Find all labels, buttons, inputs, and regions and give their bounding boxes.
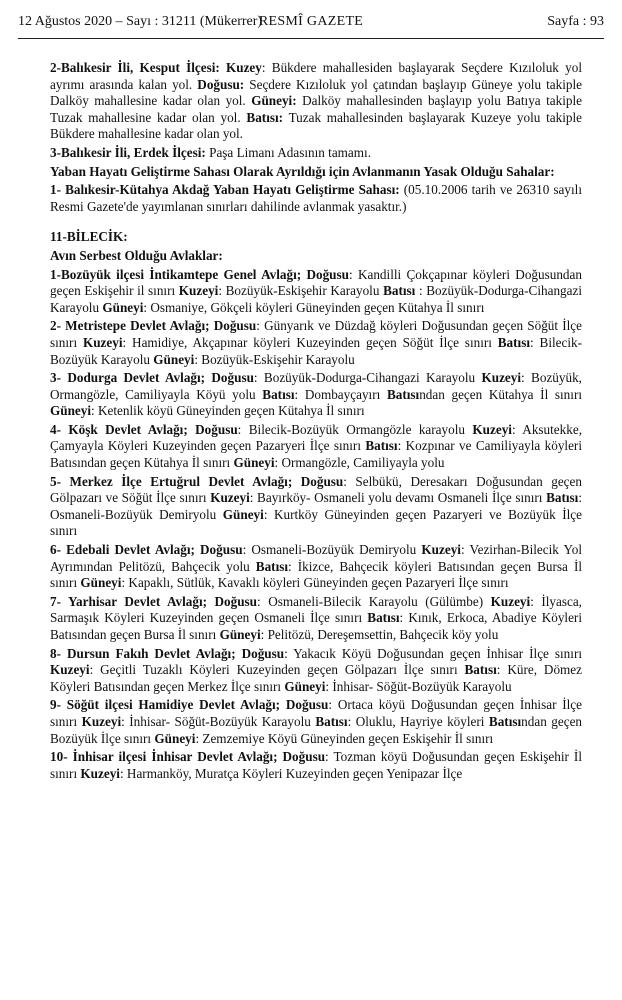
text-run: : Osmaneli-Bilecik Karayolu (Gülümbe) — [257, 593, 491, 609]
text-run: : Harmanköy, Muratça Köyleri Kuzeyinden geçen Yenipazar İlçe — [119, 765, 463, 781]
text-run: : Hamidiye, Akçapınar köyleri Kuzeyinden geçen Söğüt İlçe sınırı — [122, 334, 498, 350]
paragraph — [50, 182, 582, 215]
bold-run: 2- Metristepe Devlet Avlağı; Doğusu — [50, 318, 257, 334]
bold-run: 5- Merkez İlçe Ertuğrul Devlet Avlağı; Doğusu — [50, 473, 344, 489]
bold-run: 3- Dodurga Devlet Avlağı; Doğusu — [50, 370, 254, 386]
bold-run: Avın Serbest Olduğu Avlaklar: — [50, 247, 223, 263]
text-run: : Geçitli Tuzaklı Köyleri Kuzeyinden geçen Gölpazarı İlçe sınırı — [89, 662, 465, 678]
text-run: : Osmaniye, Gökçeli köyleri Güneyinden geçen Kütahya İl sınırı — [143, 299, 485, 315]
document-body — [50, 60, 582, 784]
bold-run: 4- Köşk Devlet Avlağı; Doğusu — [50, 421, 238, 437]
text-run: : Bilecik-Bozüyük Ormangözle karayolu — [237, 421, 473, 437]
text-run: Paşa Limanı Adasının tamamı. — [205, 144, 371, 160]
header-rule — [18, 38, 604, 39]
bold-run: Güneyi: — [251, 93, 297, 109]
bold-run: Batısı — [367, 610, 400, 626]
paragraph — [50, 697, 582, 747]
text-run: : İlyasca, Sarmaşık Köyleri Kuzeyinden geçen Osmaneli İlçe sınırı — [50, 593, 582, 626]
bold-run: Batısı — [255, 558, 289, 574]
bold-run: 9- Söğüt ilçesi Hamidiye Devlet Avlağı; Doğusu — [50, 697, 329, 713]
page-header — [18, 14, 604, 36]
text-run: : Bayırköy- Osmaneli yolu devamı Osmaneli İlçe sınırı — [249, 490, 547, 506]
header-gazette-title: RESMÎ GAZETE — [258, 14, 364, 29]
text-run: : Ketenlik köyü Güneyinden geçen Kütahya İl sınırı — [91, 403, 365, 419]
paragraph — [50, 749, 582, 782]
bold-run: Güneyi — [80, 575, 122, 591]
bold-run: 3-Balıkesir İli, Erdek İlçesi: — [50, 144, 206, 160]
text-run: : Dombayçayırı — [294, 386, 387, 402]
bold-run: Kuzeyi — [481, 370, 522, 386]
text-run: : Bozüyük-Eskişehir Karayolu — [218, 283, 384, 299]
bold-run: Güneyi — [154, 730, 196, 746]
text-run: : Kurtköy Güneyinden geçen Pazaryeri ve Bozüyük İlçe sınırı — [50, 506, 583, 539]
header-page-number: Sayfa : 93 — [547, 14, 604, 29]
bold-run: 10- İnhisar ilçesi İnhisar Devlet Avlağı; Doğusu — [50, 749, 326, 765]
bold-run: Güneyi — [284, 678, 326, 694]
paragraph — [50, 267, 582, 317]
paragraph — [50, 229, 582, 246]
bold-run: 2-Balıkesir İli, Kesput İlçesi: Kuzey — [50, 60, 262, 75]
paragraph — [50, 422, 582, 472]
text-run: : Kozpınar ve Camiliyayla köyleri Batısından geçen Kütahya İl sınırı — [50, 438, 582, 471]
bold-run: Doğusu: — [197, 76, 245, 92]
text-run: : Osmaneli-Bozüyük Demiryolu — [50, 490, 582, 522]
paragraph — [50, 594, 582, 644]
bold-run: Batısı: — [246, 109, 284, 125]
text-run: : Bozüyük-Dodurga-Cihangazi Karayolu — [253, 370, 482, 386]
text-run: : Kapaklı, Sütlük, Kavaklı köyleri Güneyinden geçen Pazaryeri İlçe sınırı — [121, 575, 509, 591]
text-run: : Bozüyük, Ormangözle, Camiliyayla Köyü yolu — [50, 370, 582, 402]
paragraph — [50, 145, 582, 162]
text-run: : Osmaneli-Bozüyük Demiryolu — [242, 542, 422, 558]
paragraph — [50, 60, 582, 143]
text-run: : Tozman köyü Doğusundan geçen Eskişehir İl sınırı — [50, 749, 582, 781]
bold-run: Batısı — [315, 713, 348, 729]
text-run: : İnhisar- Söğüt-Bozüyük Karayolu — [325, 678, 512, 694]
text-run: : Ortaca köyü Doğusundan geçen İnhisar İlçe sınırı — [50, 697, 582, 729]
bold-run: Güneyi — [102, 299, 144, 315]
bold-run: Kuzeyi — [210, 490, 250, 506]
text-run: ndan geçen Bozüyük İlçe sınırı — [50, 713, 583, 746]
text-run: Dalköy mahallesinden başlayıp yolu Batıya takiple Tuzak mahallesine kadar olan yol. — [50, 93, 582, 125]
bold-run: Kuzeyi — [472, 421, 512, 437]
bold-run: Güneyi — [153, 351, 195, 367]
paragraph — [50, 542, 582, 592]
text-run: : İnhisar- Söğüt-Bozüyük Karayolu — [121, 713, 316, 729]
text-run: : Pelitözü, Dereşemsettin, Bahçecik köy yolu — [260, 627, 499, 642]
text-run: (05.10.2006 tarih ve 26310 sayılı Resmi Gazete'de yayımlanan sınırları dahilinde avlanmak yasaktır.) — [50, 182, 582, 214]
paragraph — [50, 474, 582, 540]
text-run: : Günyarık ve Düzdağ köyleri Doğusundan geçen Söğüt İlçe sınırı — [50, 318, 582, 350]
text-run: : Zemzemiye Köyü Güneyinden geçen Eskişehir İl sınırı — [195, 730, 494, 746]
text-run: : Kınık, Erkoca, Abadiye Köyleri Batısından geçen Bursa İl sınırı — [50, 610, 582, 642]
text-run: : İkizce, Bahçecik köyleri Batısından geçen Bursa İl sınırı — [50, 558, 582, 591]
bold-run: Kuzeyi — [178, 283, 219, 299]
bold-run: 6- Edebali Devlet Avlağı; Doğusu — [50, 542, 243, 558]
bold-run: Kuzeyi — [80, 765, 120, 781]
text-run: : Bükdere mahallesiden başlayarak Seçdere Kızıloluk yol ayrımı arasında kalan yol. — [50, 60, 582, 92]
bold-run: Güneyi — [219, 627, 261, 642]
bold-run: Kuzeyi — [81, 713, 122, 729]
bold-run: Batısı — [488, 713, 522, 729]
bold-run: Batısı — [497, 334, 531, 350]
bold-run: Batısı — [546, 490, 579, 506]
bold-run: 11-BİLECİK: — [50, 229, 128, 245]
text-run: : Aksutekke, Çamyayla Köyleri Kuzeyinden geçen Pazaryeri İlçe sınırı — [50, 421, 582, 454]
bold-run: Yaban Hayatı Geliştirme Sahası Olarak Ayrıldığı için Avlanmanın Yasak Olduğu Sahalar: — [50, 163, 555, 179]
text-run: : Bozüyük-Eskişehir Karayolu — [194, 351, 355, 367]
bold-run: Batısı — [365, 438, 398, 454]
text-run: Seçdere Kızıloluk yol çatından başlayıp Güneye yolu takiple Dalköy mahallesine kadar olan yol. — [50, 76, 582, 109]
header-date-issue: 12 Ağustos 2020 – Sayı : 31211 (Mükerrer) — [18, 14, 263, 29]
bold-run: Batısı — [262, 386, 295, 402]
text-run: : Vezirhan-Bilecik Yol Ayrımından Pelitözü, Bahçecik yolu — [50, 542, 583, 574]
bold-run: Güneyi — [50, 403, 92, 419]
bold-run: Batısı — [464, 662, 497, 678]
text-run: Tuzak mahallesinden başlayarak Kuzeye yolu takiple Bükdere mahallesine kadar olan yol. — [50, 109, 582, 142]
text-run: ndan geçen Kütahya İl sınırı — [419, 386, 582, 402]
paragraph — [50, 646, 582, 696]
text-run: : Yakacık Köyü Doğusundan geçen İnhisar İlçe sınırı — [284, 645, 582, 661]
bold-run: Güneyi — [222, 506, 264, 522]
paragraph — [50, 370, 582, 420]
bold-run: Batısı — [386, 386, 420, 402]
bold-run: 7- Yarhisar Devlet Avlağı; Doğusu — [50, 593, 258, 609]
paragraph — [50, 164, 582, 181]
bold-run: Kuzeyi — [82, 334, 123, 350]
bold-run: Kuzeyi — [490, 593, 531, 609]
text-run: : Küre, Dömez Köyleri Batısından geçen Merkez İlçe sınırı — [50, 662, 582, 694]
text-run: : Kandilli Çokçapınar köyleri Doğusundan geçen Eskişehir il sınırı — [50, 266, 582, 299]
text-run: : Bozüyük-Dodurga-Cihangazi Karayolu — [50, 283, 583, 315]
bold-run: 8- Dursun Fakıh Devlet Avlağı; Doğusu — [50, 645, 285, 661]
paragraph — [50, 248, 582, 265]
text-run: : Selbükü, Deresakarı Doğusundan geçen Gölpazarı ve Söğüt İlçe sınırı — [50, 473, 582, 506]
text-run: : Oluklu, Hayriye köyleri — [347, 713, 489, 729]
bold-run: Batısı — [383, 283, 416, 299]
bold-run: 1- Balıkesir-Kütahya Akdağ Yaban Hayatı Geliştirme Sahası: — [50, 182, 400, 198]
text-run: : Ormangözle, Camiliyayla yolu — [274, 455, 445, 471]
bold-run: Güneyi — [233, 455, 275, 471]
bold-run: Kuzeyi — [50, 662, 90, 678]
bold-run: Kuzeyi — [421, 542, 461, 558]
text-run: : Bilecik-Bozüyük Karayolu — [50, 334, 583, 367]
paragraph — [50, 318, 582, 368]
bold-run: 1-Bozüyük ilçesi İntikamtepe Genel Avlağı; Doğusu — [50, 266, 349, 282]
